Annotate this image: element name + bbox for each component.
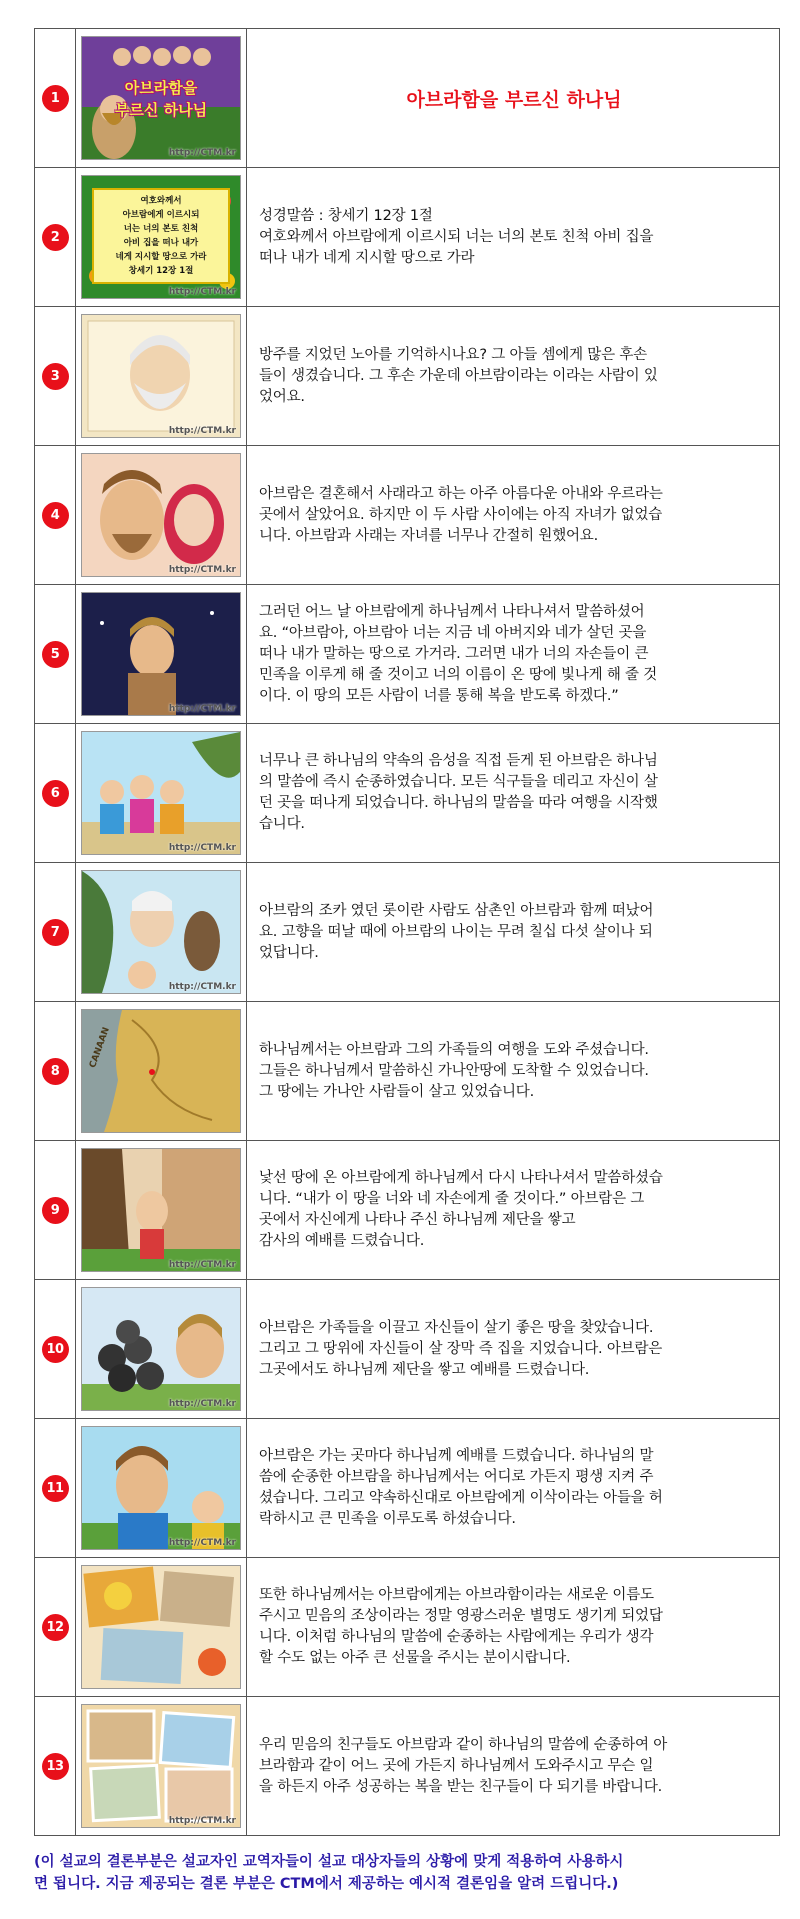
- scene-thumbnail-family-journey: [81, 731, 241, 855]
- text-cell: [247, 446, 780, 585]
- watermark: http://CTM.kr: [168, 426, 236, 436]
- text-cell: [247, 1141, 780, 1280]
- row-number-badge: 5: [42, 641, 69, 668]
- text-cell: [247, 1419, 780, 1558]
- row-number-badge: 8: [42, 1058, 69, 1085]
- image-cell: [76, 1141, 247, 1280]
- scene-thumbnail-collage: [81, 1565, 241, 1689]
- lesson-paragraph: 아브람의 조카 였던 롯이란 사람도 삼촌인 아브람과 함께 떠났어 요. 고향을 떠날 때에 아브람의 나이는 무려 칠십 다섯 살이나 되 었답니다.: [259, 902, 654, 961]
- text-cell: [247, 1002, 780, 1141]
- lesson-paragraph: 낯선 땅에 온 아브람에게 하나님께서 다시 나타나셔서 말씀하셨습 니다. “내가 이 땅을 너와 네 자손에게 줄 것이다.” 아브람은 그 곳에서 자신에게 나타나 주신 하나님께 제단을 쌓고 감사의 예배를 드렸습니다.: [259, 1170, 663, 1249]
- number-cell: [35, 446, 76, 585]
- lesson-table: [34, 28, 780, 1836]
- scene-thumbnail-photo-collage: [81, 1704, 241, 1828]
- text-cell: [247, 307, 780, 446]
- image-cell: [76, 1697, 247, 1836]
- row-number-badge: 9: [42, 1197, 69, 1224]
- watermark: http://CTM.kr: [168, 843, 236, 853]
- text-cell: [247, 724, 780, 863]
- image-cell: [76, 863, 247, 1002]
- number-cell: [35, 1419, 76, 1558]
- watermark: http://CTM.kr: [168, 1260, 236, 1270]
- row-number-badge: 2: [42, 224, 69, 251]
- scene-thumbnail-lot: [81, 870, 241, 994]
- number-cell: [35, 863, 76, 1002]
- row-number-badge: 3: [42, 363, 69, 390]
- scene-thumbnail-abraham-called: [81, 36, 241, 160]
- map-label: CANAAN: [88, 1025, 112, 1070]
- table-row: [35, 1141, 780, 1280]
- table-row: [35, 1002, 780, 1141]
- text-cell: [247, 29, 780, 168]
- lesson-paragraph: 아브람은 가족들을 이끌고 자신들이 살기 좋은 땅을 찾았습니다. 그리고 그 땅위에 자신들이 살 장막 즉 집을 지었습니다. 아브람은 그곳에서도 하나님께 제단을 쌓고 예배를 드렸습니다.: [259, 1319, 663, 1378]
- lesson-paragraph: 아브람은 결혼해서 사래라고 하는 아주 아름다운 아내와 우르라는 곳에서 살았어요. 하지만 이 두 사람 사이에는 아직 자녀가 없었습 니다. 아브람과 사래는 자녀를 너무나 간절히 원했어요.: [259, 485, 663, 544]
- scene-thumbnail-noah: [81, 314, 241, 438]
- table-row: [35, 29, 780, 168]
- watermark: http://CTM.kr: [168, 565, 236, 575]
- table-row: [35, 446, 780, 585]
- number-cell: [35, 1141, 76, 1280]
- lesson-paragraph: 너무나 큰 하나님의 약속의 음성을 직접 듣게 된 아브람은 하나님 의 말씀에 즉시 순종하였습니다. 모든 식구들을 데리고 자신이 살 던 곳을 떠나게 되었습니다. 하나님의 말씀을 따라 여행을 시작했 습니다.: [259, 753, 658, 832]
- scene-thumbnail-stone-altar: [81, 1287, 241, 1411]
- verse-card: 여호와께서 아브람에게 이르시되 너는 너의 본토 친척 아비 집을 떠나 내가 네게 지시할 땅으로 가라 창세기 12장 1절: [92, 188, 230, 284]
- scene-thumbnail-verse: [81, 175, 241, 299]
- number-cell: [35, 1280, 76, 1419]
- image-cell: [76, 1419, 247, 1558]
- text-cell: [247, 1558, 780, 1697]
- thumbnail-caption: 아브라함을 부르신 하나님: [114, 79, 208, 119]
- image-cell: [76, 446, 247, 585]
- row-number-badge: 7: [42, 919, 69, 946]
- text-cell: [247, 585, 780, 724]
- row-number-badge: 6: [42, 780, 69, 807]
- image-cell: [76, 1558, 247, 1697]
- text-cell: [247, 863, 780, 1002]
- lesson-paragraph: 하나님께서는 아브람과 그의 가족들의 여행을 도와 주셨습니다. 그들은 하나님께서 말씀하신 가나안땅에 도착할 수 있었습니다. 그 땅에는 가나안 사람들이 살고 있었습니다.: [259, 1041, 649, 1100]
- table-row: [35, 1558, 780, 1697]
- image-cell: [76, 724, 247, 863]
- image-cell: [76, 585, 247, 724]
- number-cell: [35, 585, 76, 724]
- watermark: http://CTM.kr: [168, 148, 236, 158]
- watermark: http://CTM.kr: [168, 287, 236, 297]
- table-row: [35, 168, 780, 307]
- scene-thumbnail-abram-sarai: [81, 453, 241, 577]
- lesson-paragraph: 또한 하나님께서는 아브람에게는 아브라함이라는 새로운 이름도 주시고 믿음의 조상이라는 정말 영광스러운 별명도 생기게 되었답 니다. 이처럼 하나님의 말씀에 순종하는 사람에게는 우리가 생각 할 수도 없는 아주 큰 선물을 주시는 분이시랍니다.: [259, 1587, 663, 1666]
- row-number-badge: 13: [42, 1753, 69, 1780]
- table-row: [35, 1419, 780, 1558]
- image-cell: [76, 1002, 247, 1141]
- lesson-paragraph: 방주를 지었던 노아를 기억하시나요? 그 아들 셈에게 많은 후손 들이 생겼습니다. 그 후손 가운데 아브람이라는 이라는 사람이 있 었어요.: [259, 346, 658, 405]
- lesson-paragraph: 그러던 어느 날 아브람에게 하나님께서 나타나셔서 말씀하셨어 요. “아브람아, 아브람아 너는 지금 네 아버지와 네가 살던 곳을 떠나 내가 말하는 땅으로 가거라. 그러면 내가 너의 자손들이 큰 민족을 이루게 해 줄 것이고 너의 이름이 온 땅에 빛나게 해 줄 것 이다. 이 땅의 모든 사람이 너를 통해 복을 받도록 하겠다.”: [259, 603, 658, 704]
- footer-note: (이 설교의 결론부분은 설교자인 교역자들이 설교 대상자들의 상황에 맞게 적용하여 사용하시 면 됩니다. 지금 제공되는 결론 부분은 CTM에서 제공하는 예시적 결론임을 알려 드립니다.): [34, 1854, 624, 1892]
- row-number-badge: 10: [42, 1336, 69, 1363]
- image-cell: [76, 307, 247, 446]
- scene-thumbnail-canaan-map: [81, 1009, 241, 1133]
- row-number-badge: 1: [42, 85, 69, 112]
- text-cell: [247, 1697, 780, 1836]
- text-cell: [247, 1280, 780, 1419]
- lesson-paragraph: 우리 믿음의 친구들도 아브람과 같이 하나님의 말씀에 순종하여 아 브라함과 같이 어느 곳에 가든지 하나님께서 도와주시고 무슨 일 을 하든지 아주 성공하는 복을 받는 친구들이 다 되기를 바랍니다.: [259, 1736, 668, 1795]
- lesson-title: 아브라함을 부르신 하나님: [406, 88, 622, 111]
- watermark: http://CTM.kr: [168, 982, 236, 992]
- image-cell: [76, 168, 247, 307]
- lesson-paragraph: 아브람은 가는 곳마다 하나님께 예배를 드렸습니다. 하나님의 말 씀에 순종한 아브람을 하나님께서는 어디로 가든지 평생 지켜 주 셨습니다. 그리고 약속하신대로 아브람에게 이삭이라는 아들을 허 락하시고 큰 민족을 이루도록 하셨습니다.: [259, 1448, 663, 1527]
- image-cell: [76, 1280, 247, 1419]
- table-row: [35, 585, 780, 724]
- table-row: [35, 724, 780, 863]
- watermark: http://CTM.kr: [168, 1816, 236, 1826]
- number-cell: [35, 1558, 76, 1697]
- text-cell: [247, 168, 780, 307]
- image-cell: [76, 29, 247, 168]
- row-number-badge: 11: [42, 1475, 69, 1502]
- number-cell: [35, 29, 76, 168]
- number-cell: [35, 1697, 76, 1836]
- scene-thumbnail-worship: [81, 1426, 241, 1550]
- number-cell: [35, 168, 76, 307]
- watermark: http://CTM.kr: [168, 1538, 236, 1548]
- table-row: [35, 863, 780, 1002]
- scene-thumbnail-altar: [81, 1148, 241, 1272]
- lesson-paragraph: 성경말씀 : 창세기 12장 1절 여호와께서 아브람에게 이르시되 너는 너의 본토 친척 아비 집을 떠나 내가 네게 지시할 땅으로 가라: [259, 207, 654, 266]
- scene-thumbnail-abram-praying: [81, 592, 241, 716]
- number-cell: [35, 307, 76, 446]
- row-number-badge: 4: [42, 502, 69, 529]
- number-cell: [35, 1002, 76, 1141]
- watermark: http://CTM.kr: [168, 704, 236, 714]
- watermark: http://CTM.kr: [168, 1399, 236, 1409]
- number-cell: [35, 724, 76, 863]
- row-number-badge: 12: [42, 1614, 69, 1641]
- table-row: [35, 1697, 780, 1836]
- table-row: [35, 1280, 780, 1419]
- table-row: [35, 307, 780, 446]
